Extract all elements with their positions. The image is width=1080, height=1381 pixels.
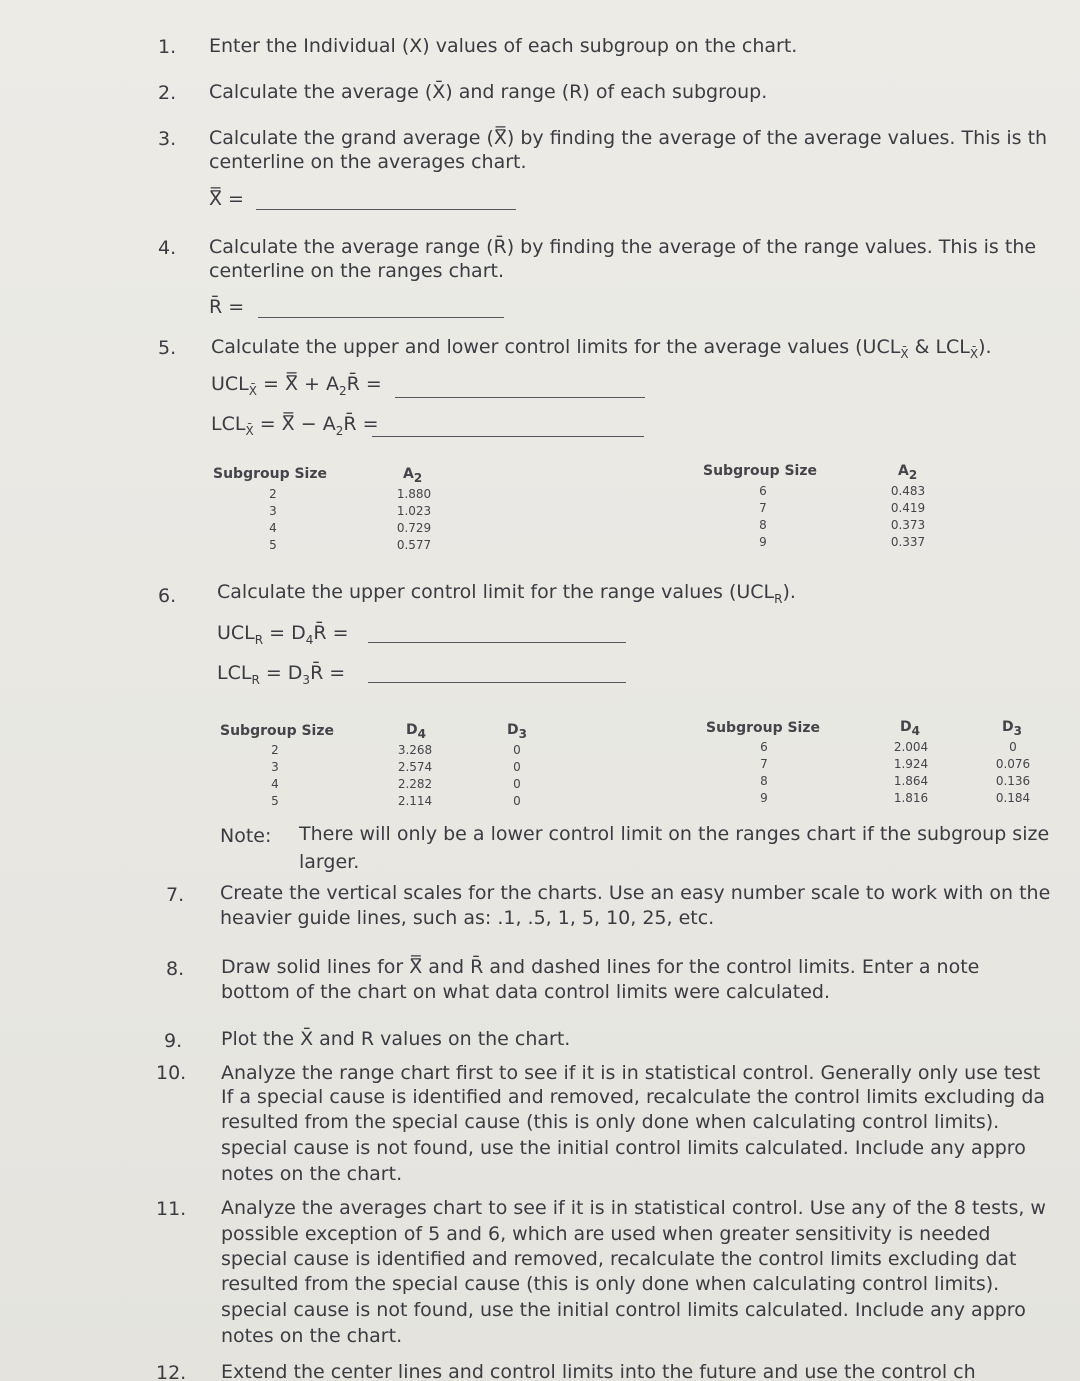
step-11-text-line6: notes on the chart. bbox=[221, 1325, 403, 1347]
a2-right-subgroup-header: Subgroup Size bbox=[703, 463, 818, 479]
a2-right-header: $A_2$ bbox=[898, 463, 918, 482]
d-left-sizes: 2 3 4 5 bbox=[271, 743, 279, 808]
step-12-text: Extend the center lines and control limits into the future and use the control ch bbox=[221, 1361, 976, 1381]
step-number-1: 1. bbox=[158, 36, 177, 58]
d-left-subgroup-header: Subgroup Size bbox=[220, 723, 335, 739]
step-4-text-line1: Calculate the average range (R̄) by finding the average of the range values. This is the bbox=[209, 236, 1037, 258]
step-number-10: 10. bbox=[156, 1062, 187, 1084]
step-11-text-line3: special cause is identified and removed, recalculate the control limits excluding dat bbox=[221, 1248, 1017, 1270]
step-11-text-line1: Analyze the averages chart to see if it is in statistical control. Use any of the 8 tests, w bbox=[221, 1197, 1046, 1219]
d-right-sizes: 6 7 8 9 bbox=[760, 740, 768, 805]
grand-average-blank[interactable] bbox=[256, 209, 516, 210]
d4-left-values: 3.268 2.574 2.282 2.114 bbox=[397, 743, 433, 808]
step-number-9: 9. bbox=[164, 1030, 183, 1052]
d3-left-header: $D_3$ bbox=[507, 722, 527, 741]
step-8-text-line1: Draw solid lines for X̿ and R̄ and dashed lines for the control limits. Enter a note bbox=[221, 956, 980, 978]
d4-right-header: $D_4$ bbox=[900, 719, 920, 738]
ucl-r-blank[interactable] bbox=[368, 642, 626, 643]
a2-left-subgroup-header: Subgroup Size bbox=[213, 466, 328, 482]
d3-left-values: 0 0 0 0 bbox=[513, 743, 521, 808]
step-1-text: Enter the Individual (X) values of each subgroup on the chart. bbox=[209, 35, 798, 57]
step-number-8: 8. bbox=[166, 958, 185, 980]
d4-right-values: 2.004 1.924 1.864 1.816 bbox=[893, 740, 929, 805]
d3-right-values: 0 0.076 0.136 0.184 bbox=[995, 740, 1031, 805]
step-7-text-line2: heavier guide lines, such as: .1, .5, 1, 5, 10, 25, etc. bbox=[220, 907, 715, 929]
a2-left-values: 1.880 1.023 0.729 0.577 bbox=[396, 487, 432, 552]
step-10-text-line2: If a special cause is identified and removed, recalculate the control limits excluding da bbox=[221, 1086, 1046, 1108]
a2-left-sizes: 2 3 4 5 bbox=[269, 487, 277, 552]
step-3-text-line2: centerline on the averages chart. bbox=[209, 151, 527, 173]
step-8-text-line2: bottom of the chart on what data control limits were calculated. bbox=[221, 981, 831, 1003]
average-range-label: R̄ = bbox=[209, 296, 245, 318]
lcl-r-blank[interactable] bbox=[368, 682, 626, 683]
a2-right-sizes: 6 7 8 9 bbox=[759, 484, 767, 549]
step-number-11: 11. bbox=[156, 1198, 187, 1220]
step-number-2: 2. bbox=[158, 82, 177, 104]
step-11-text-line2: possible exception of 5 and 6, which are used when greater sensitivity is needed bbox=[221, 1223, 991, 1245]
note-line2: larger. bbox=[299, 851, 360, 873]
step-11-text-line5: special cause is not found, use the initial control limits calculated. Include any appro bbox=[221, 1299, 1026, 1321]
d4-left-header: $D_4$ bbox=[406, 722, 426, 741]
grand-average-label: X̿ = bbox=[209, 188, 244, 210]
a2-table-left bbox=[213, 466, 473, 562]
ucl-x-blank[interactable] bbox=[395, 397, 645, 398]
step-number-7: 7. bbox=[166, 884, 185, 906]
note-label: Note: bbox=[220, 825, 272, 847]
step-5-text: Calculate the upper and lower control limits for the average values ($UCL_{X̄}$ & $LCL_{X̄}$). bbox=[211, 336, 992, 361]
lcl-x-blank[interactable] bbox=[372, 436, 644, 437]
step-4-text-line2: centerline on the ranges chart. bbox=[209, 260, 505, 282]
d-table-left bbox=[220, 722, 540, 814]
step-10-text-line3: resulted from the special cause (this is only done when calculating control limits). bbox=[221, 1111, 1000, 1133]
step-number-5: 5. bbox=[158, 337, 177, 359]
lcl-r-formula: $LCL_R$ = $D_3R̄$ = bbox=[217, 662, 346, 687]
note-line1: There will only be a lower control limit on the ranges chart if the subgroup size bbox=[299, 823, 1050, 845]
step-11-text-line4: resulted from the special cause (this is only done when calculating control limits). bbox=[221, 1273, 1000, 1295]
step-number-3: 3. bbox=[158, 128, 177, 150]
step-number-12: 12. bbox=[156, 1362, 187, 1381]
step-7-text-line1: Create the vertical scales for the charts. Use an easy number scale to work with on the bbox=[220, 882, 1051, 904]
step-number-4: 4. bbox=[158, 237, 177, 259]
a2-left-header: $A_2$ bbox=[403, 466, 423, 485]
step-number-6: 6. bbox=[158, 585, 177, 607]
d-table-right bbox=[706, 719, 1046, 811]
step-10-text-line5: notes on the chart. bbox=[221, 1163, 403, 1185]
ucl-x-formula: $UCL_{X̄}$ = X̿ + $A_2R̄$ = bbox=[211, 373, 382, 398]
step-6-text: Calculate the upper control limit for the range values $(UCL_R)$. bbox=[217, 581, 796, 606]
d3-right-header: $D_3$ bbox=[1002, 719, 1022, 738]
average-range-blank[interactable] bbox=[258, 317, 504, 318]
d-right-subgroup-header: Subgroup Size bbox=[706, 720, 821, 736]
step-10-text-line4: special cause is not found, use the initial control limits calculated. Include any appro bbox=[221, 1137, 1026, 1159]
lcl-x-formula: $LCL_{X̄}$ = X̿ − $A_2R̄$ = bbox=[211, 413, 379, 438]
a2-right-values: 0.483 0.419 0.373 0.337 bbox=[890, 484, 926, 549]
step-3-text-line1: Calculate the grand average (X̿) by finding the average of the average values. This is th bbox=[209, 127, 1048, 149]
step-10-text-line1: Analyze the range chart first to see if it is in statistical control. Generally only use test bbox=[221, 1062, 1041, 1084]
a2-table-right bbox=[703, 463, 963, 559]
step-9-text: Plot the X̄ and R values on the chart. bbox=[221, 1028, 571, 1050]
ucl-r-formula: $UCL_R$ = $D_4R̄$ = bbox=[217, 622, 349, 647]
step-2-text: Calculate the average (X̄) and range (R) of each subgroup. bbox=[209, 81, 768, 103]
